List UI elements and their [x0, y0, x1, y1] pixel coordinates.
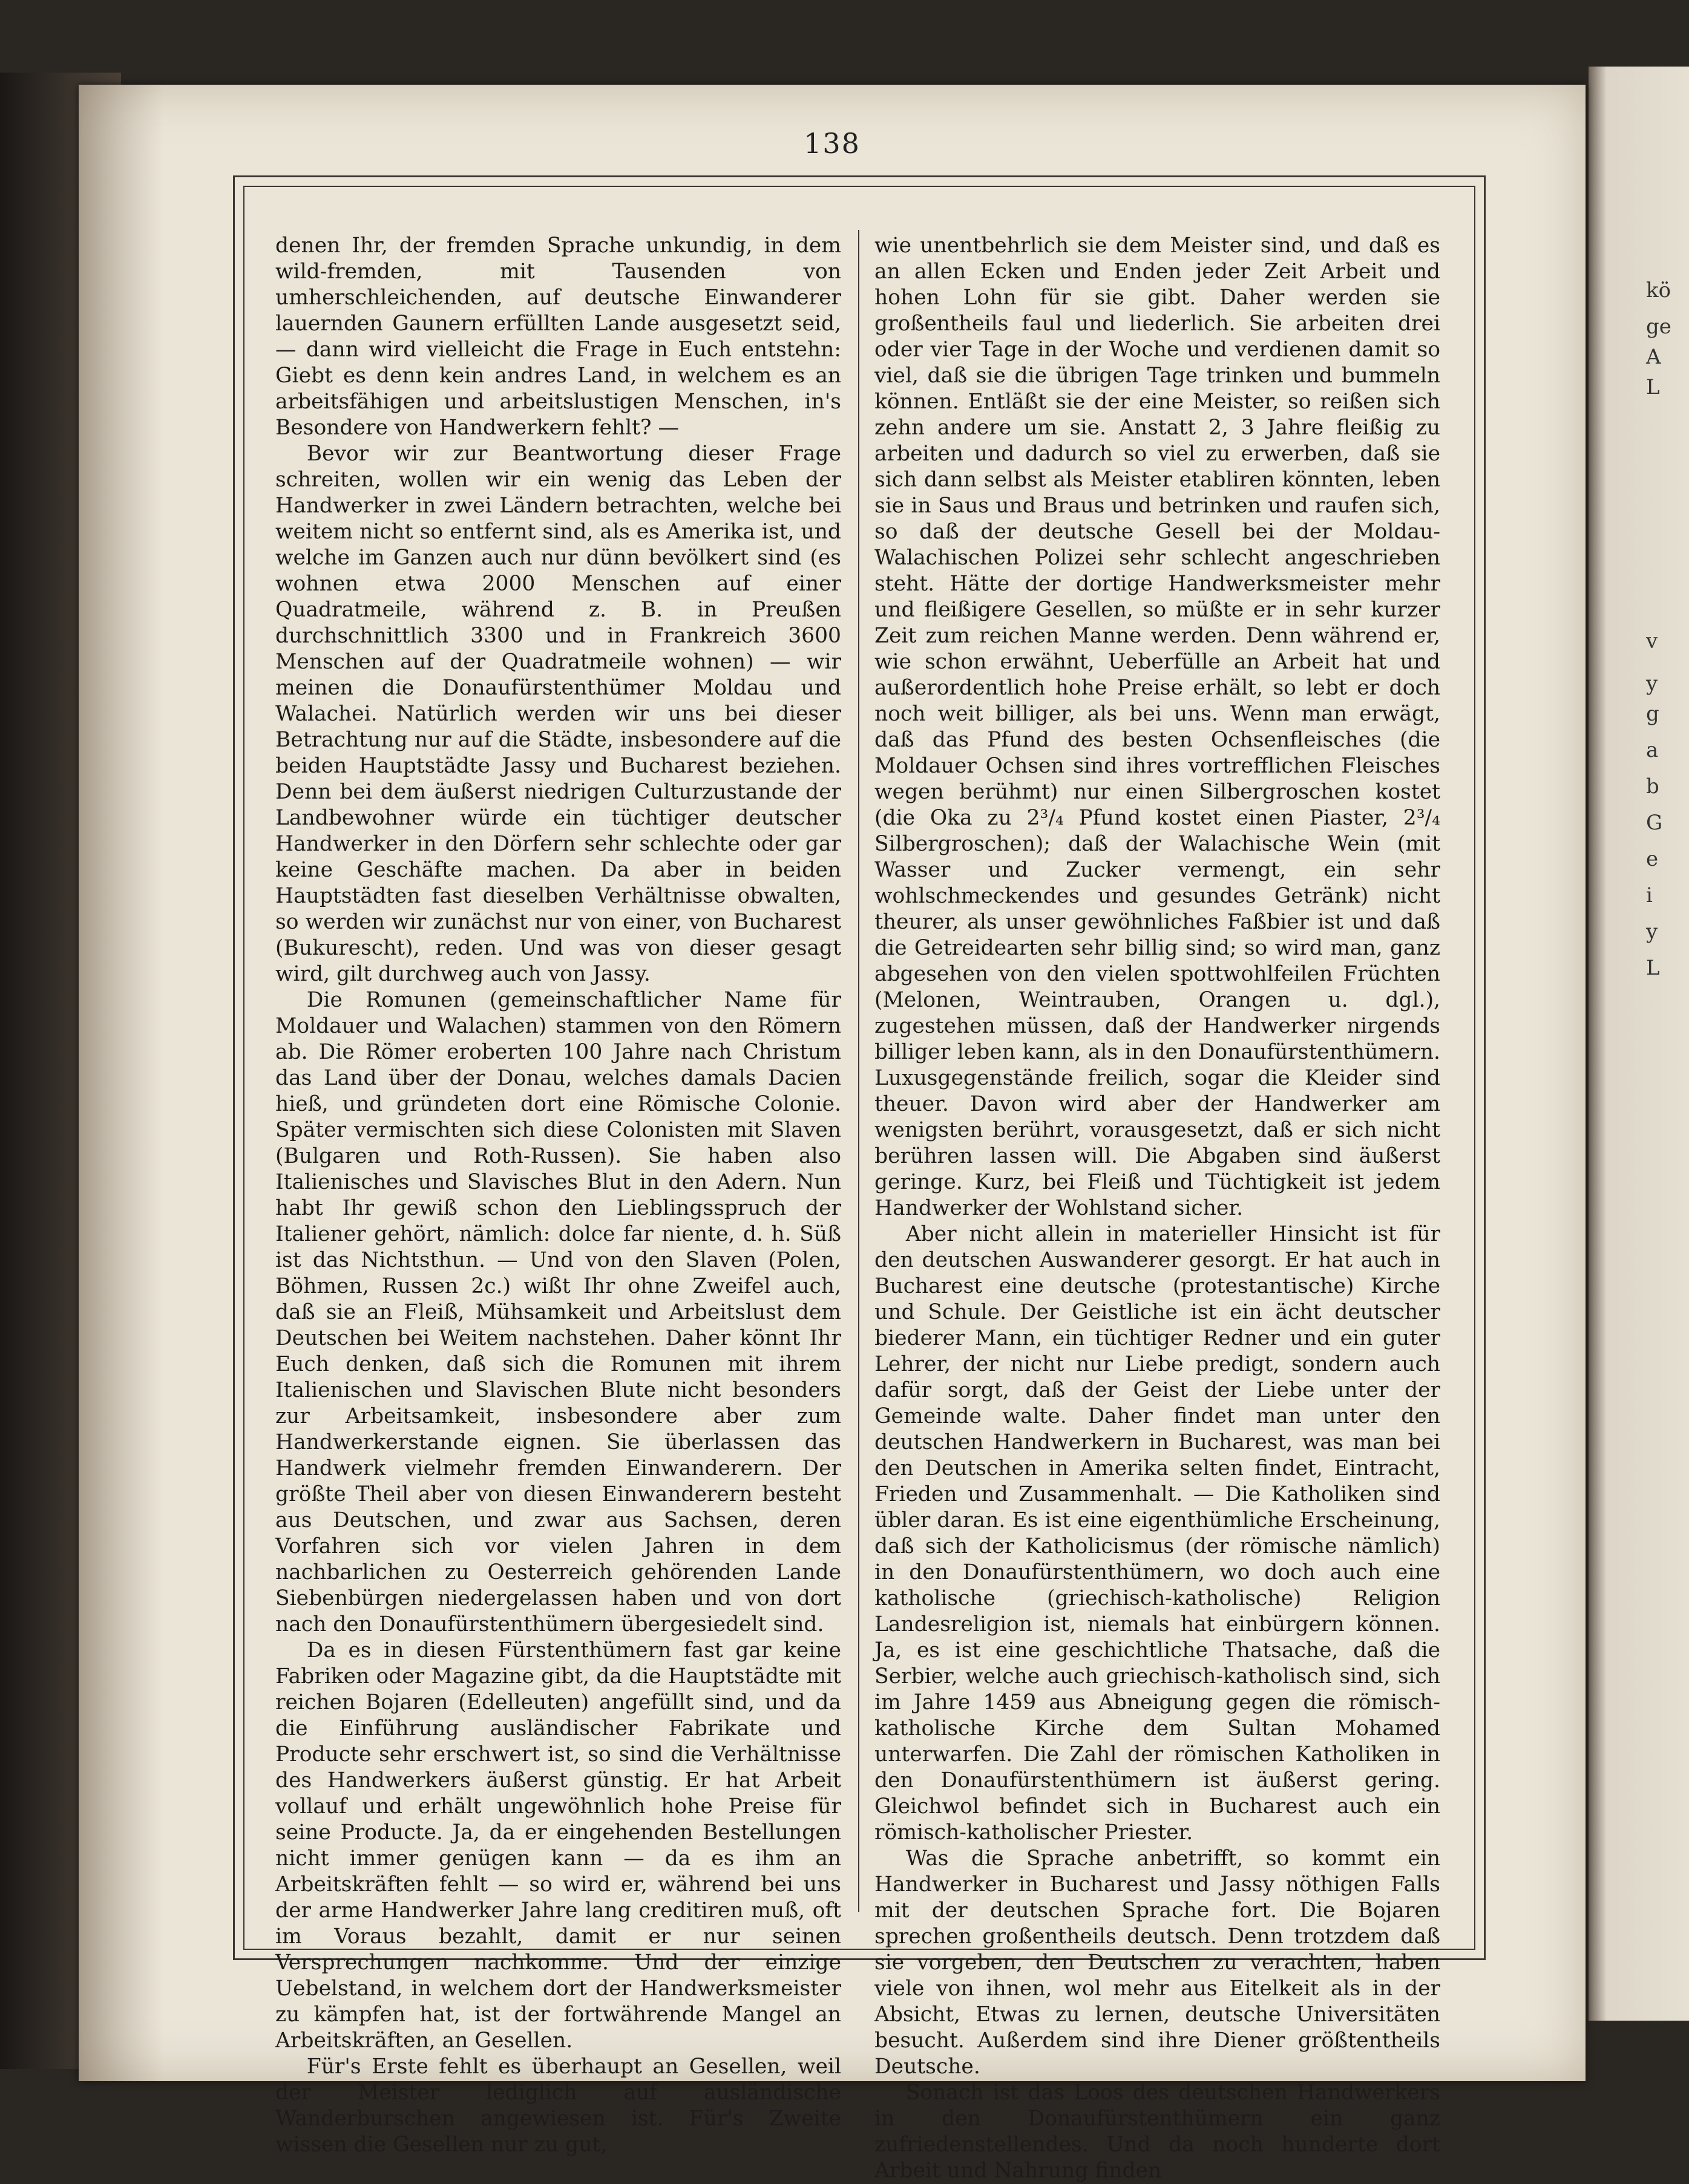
adjacent-page-text-fragment: y — [1646, 920, 1658, 944]
paragraph: Was die Sprache anbetrifft, so kommt ein Handwerker in Bucharest und Jassy nöthigen Falls mit der deutschen Sprache fort. Die Bojaren sprechen großentheils deutsch. Denn trotzdem daß sie vorgeben, den Deutschen zu verachten, haben viele von ihnen, wol mehr aus Eitelkeit als in der Absicht, Etwas zu lernen, deutsche Universitäten besucht. Außerdem sind ihre Diener größtentheils Deutsche. — [874, 1846, 1440, 2079]
adjacent-page-text-fragment: e — [1646, 847, 1659, 871]
adjacent-page-text-fragment: b — [1646, 774, 1659, 799]
adjacent-page-text-fragment: y — [1646, 672, 1658, 696]
page-number: 138 — [804, 127, 861, 160]
adjacent-page-text-fragment: A — [1646, 345, 1661, 369]
left-column — [275, 233, 841, 2158]
adjacent-page-text-fragment: a — [1646, 738, 1659, 762]
adjacent-page-text-fragment: L — [1646, 375, 1660, 399]
adjacent-page-text-fragment: ge — [1646, 315, 1671, 339]
adjacent-page-text-fragment: G — [1646, 811, 1663, 835]
adjacent-page-text-fragment: kö — [1646, 278, 1671, 302]
paragraph: denen Ihr, der fremden Sprache unkundig, in dem wild-fremden, mit Tausenden von umherschleichenden, auf deutsche Einwanderer lauernden Gaunern erfüllten Lande ausgesetzt seid, — dann wird vielleicht die Frage in Euch entstehn: Giebt es denn kein andres Land, in welchem es an arbeitsfähigen und arbeitslustigen Menschen, in's Besondere von Handwerkern fehlt? — — [275, 234, 841, 440]
adjacent-page-edge — [1589, 67, 1689, 2021]
paragraph: Da es in diesen Fürstenthümern fast gar keine Fabriken oder Magazine gibt, da die Hauptstädte mit reichen Bojaren (Edelleuten) angefüllt sind, und da die Einführung ausländischer Fabrikate und Producte sehr erschwert ist, so sind die Verhältnisse des Handwerkers äußerst günstig. Er hat Arbeit vollauf und erhält ungewöhnlich hohe Preise für seine Producte. Ja, da er eingehenden Bestellungen nicht immer genügen kann — da es ihm an Arbeitskräften fehlt — so wird er, während bei uns der arme Handwerker Jahre lang creditiren muß, oft im Voraus bezahlt, damit er nur seinen Versprechungen nachkomme. Und der einzige Uebelstand, in welchem dort der Handwerksmeister zu kämpfen hat, ist der fortwährende Mangel an Arbeitskräften, an Gesellen. — [275, 1638, 841, 2053]
right-column — [874, 233, 1440, 2184]
paragraph: Aber nicht allein in materieller Hinsicht ist für den deutschen Auswanderer gesorgt. Er hat auch in Bucharest eine deutsche (protestantische) Kirche und Schule. Der Geistliche ist ein ächt deutscher biederer Mann, ein tüchtiger Redner und ein guter Lehrer, der nicht nur Liebe predigt, sondern auch dafür sorgt, daß der Geist der Liebe unter der Gemeinde walte. Daher findet man unter den deutschen Handwerkern in Bucharest, was man bei den Deutschen in Amerika selten findet, Eintracht, Frieden und Zusammenhalt. — Die Katholiken sind übler daran. Es ist eine eigenthümliche Erscheinung, daß sich der Katholicismus (der römische nämlich) in den Donaufürstenthümern, wo doch auch eine katholische (griechisch-katholische) Religion Landesreligion ist, niemals hat einbürgern können. Ja, es ist eine geschichtliche Thatsache, daß die Serbier, welche auch griechisch-katholisch sind, sich im Jahre 1459 aus Abneigung gegen die römisch-katholische Kirche dem Sultan Mohamed unterwarfen. Die Zahl der römischen Katholiken in den Donaufürstenthümern ist äußerst gering. Gleichwol befindet sich in Bucharest auch ein römisch-katholischer Priester. — [874, 1222, 1440, 1845]
adjacent-page-text-fragment: g — [1646, 702, 1659, 726]
adjacent-page-text-fragment: v — [1646, 629, 1658, 653]
paragraph: Sonach ist das Loos des deutschen Handwerkers in den Donaufürstenthümern ein ganz zufriedenstellendes. Und da noch hunderte dort Arbeit und Nahrung finden — [874, 2081, 1440, 2183]
paragraph: Für's Erste fehlt es überhaupt an Gesellen, weil der Meister lediglich auf ausländische Wanderburschen angewiesen ist. Für's Zweite wissen die Gesellen nur zu gut, — [275, 2055, 841, 2157]
paragraph: wie unentbehrlich sie dem Meister sind, und daß es an allen Ecken und Enden jeder Zeit Arbeit und hohen Lohn für sie gibt. Daher werden sie großentheils faul und liederlich. Sie arbeiten drei oder vier Tage in der Woche und verdienen damit so viel, daß sie die übrigen Tage trinken und bummeln können. Entläßt sie der eine Meister, so reißen sich zehn andere um sie. Anstatt 2, 3 Jahre fleißig zu arbeiten und dadurch so viel zu erwerben, daß sie sich dann selbst als Meister etabliren könnten, leben sie in Saus und Braus und betrinken und raufen sich, so daß der deutsche Gesell bei der Moldau-Walachischen Polizei sehr schlecht angeschrieben steht. Hätte der dortige Handwerksmeister mehr und fleißigere Gesellen, so müßte er in sehr kurzer Zeit zum reichen Manne werden. Denn während er, wie schon erwähnt, Ueberfülle an Arbeit hat und außerordentlich hohe Preise erhält, so lebt er doch noch weit billiger, als bei uns. Wenn man erwägt, daß das Pfund des besten Ochsenfleisches (die Moldauer Ochsen sind ihres vortrefflichen Fleisches wegen berühmt) nur einen Silbergroschen kostet (die Oka zu 2³/₄ Pfund kostet einen Piaster, 2³/₄ Silbergroschen); daß der Walachische Wein (mit Wasser und Zucker vermengt, ein sehr wohlschmeckendes und gesundes Getränk) nicht theurer, als unser gewöhnliches Faßbier ist und daß die Getreidearten sehr billig sind; so wird man, ganz abgesehen von den vielen spottwohlfeilen Früchten (Melonen, Weintrauben, Orangen u. dgl.), zugestehen müssen, daß der Handwerker nirgends billiger leben kann, als in den Donaufürstenthümern. Luxusgegenstände freilich, sogar die Kleider sind theuer. Davon wird aber der Handwerker am wenigsten berührt, vorausgesetzt, daß er sich nicht berühren lassen will. Die Abgaben sind äußerst geringe. Kurz, bei Fleiß und Tüchtigkeit ist jedem Handwerker der Wohlstand sicher. — [874, 234, 1440, 1220]
paragraph: Bevor wir zur Beantwortung dieser Frage schreiten, wollen wir ein wenig das Leben der Handwerker in zwei Ländern betrachten, welche bei weitem nicht so entfernt sind, als es Amerika ist, und welche im Ganzen auch nur dünn bevölkert sind (es wohnen etwa 2000 Menschen auf einer Quadratmeile, während z. B. in Preußen durchschnittlich 3300 und in Frankreich 3600 Menschen auf der Quadratmeile wohnen) — wir meinen die Donaufürstenthümer Moldau und Walachei. Natürlich werden wir uns bei dieser Betrachtung nur auf die Städte, insbesondere auf die beiden Hauptstädte Jassy und Bucharest beziehen. Denn bei dem äußerst niedrigen Culturzustande der Landbewohner würde ein tüchtiger deutscher Handwerker in den Dörfern sehr schlechte oder gar keine Geschäfte machen. Da aber in beiden Hauptstädten fast dieselben Verhältnisse obwalten, so werden wir zunächst nur von einer, von Bucharest (Bukurescht), reden. Und was von dieser gesagt wird, gilt durchweg auch von Jassy. — [275, 442, 841, 986]
column-divider — [858, 230, 859, 1912]
adjacent-page-text-fragment: i — [1646, 883, 1653, 907]
adjacent-page-text-fragment: L — [1646, 956, 1660, 980]
paragraph: Die Romunen (gemeinschaftlicher Name für Moldauer und Walachen) stammen von den Römern ab. Die Römer eroberten 100 Jahre nach Christum das Land über der Donau, welches damals Dacien hieß, und gründeten dort eine Römische Colonie. Später vermischten sich diese Colonisten mit Slaven (Bulgaren und Roth-Russen). Sie haben also Italienisches und Slavisches Blut in den Adern. Nun habt Ihr gewiß schon den Lieblingsspruch der Italiener gehört, nämlich: dolce far niente, d. h. Süß ist das Nichtsthun. — Und von den Slaven (Polen, Böhmen, Russen 2c.) wißt Ihr ohne Zweifel auch, daß sie an Fleiß, Mühsamkeit und Arbeitslust dem Deutschen bei Weitem nachstehen. Daher könnt Ihr Euch denken, daß sich die Romunen mit ihrem Italienischen und Slavischen Blute nicht besonders zur Arbeitsamkeit, insbesondere aber zum Handwerkerstande eignen. Sie überlassen das Handwerk vielmehr fremden Einwanderern. Der größte Theil aber von diesen Einwanderern besteht aus Deutschen, und zwar aus Sachsen, deren Vorfahren sich vor vielen Jahren in dem nachbarlichen zu Oesterreich gehörenden Lande Siebenbürgen niedergelassen haben und von dort nach den Donaufürstenthümern übergesiedelt sind. — [275, 988, 841, 1636]
